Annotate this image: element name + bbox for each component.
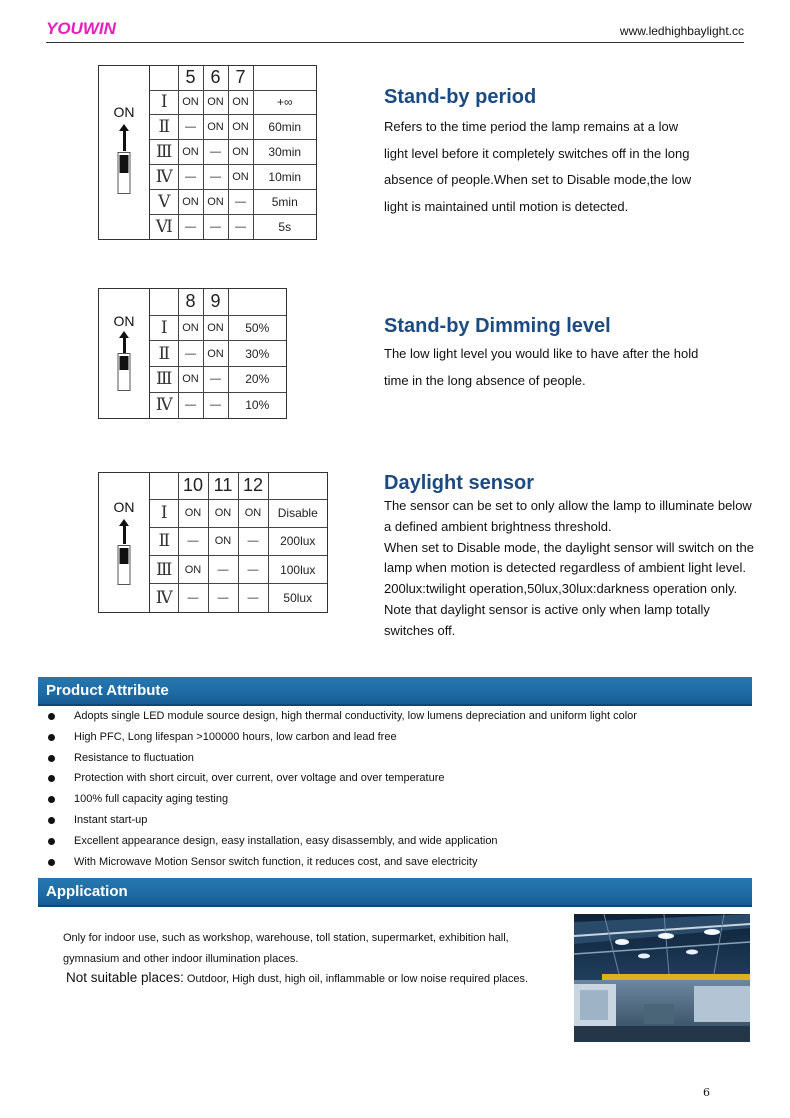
brand-logo-text: YOUWIN bbox=[46, 19, 116, 38]
bullet-icon bbox=[48, 859, 55, 866]
dip-cell: — bbox=[178, 165, 203, 190]
dip-cell: ON bbox=[203, 341, 228, 367]
dip-row bbox=[150, 584, 327, 612]
dip-cell: — bbox=[178, 392, 203, 418]
dip-table-daylight-sensor bbox=[98, 472, 328, 613]
dip-cell: 10% bbox=[228, 392, 286, 418]
section-body-standby-period bbox=[384, 114, 764, 220]
dip-cell: — bbox=[238, 584, 268, 612]
dip-cell: — bbox=[203, 140, 228, 165]
dip-row bbox=[150, 527, 327, 555]
slider-switch-icon bbox=[118, 545, 131, 585]
dip-row bbox=[150, 341, 286, 367]
application-description bbox=[63, 928, 509, 970]
list-item bbox=[46, 748, 637, 769]
dip-mode-numeral: Ⅱ bbox=[150, 527, 178, 555]
dip-cell: — bbox=[203, 165, 228, 190]
not-suitable-places bbox=[66, 970, 528, 985]
dip-mode-numeral: Ⅲ bbox=[150, 556, 178, 584]
section-title-standby-period: Stand-by period bbox=[384, 86, 537, 108]
dip-cell: — bbox=[228, 189, 253, 214]
list-item-text: 100% full capacity aging testing bbox=[74, 793, 229, 806]
dip-cell: 10min bbox=[253, 165, 316, 190]
dip-cell: ON bbox=[228, 115, 253, 140]
dip-cell: — bbox=[178, 341, 203, 367]
banner-title: Application bbox=[46, 883, 128, 900]
website-url: www.ledhighbaylight.cc bbox=[619, 24, 744, 38]
dip-cell: 50lux bbox=[268, 584, 327, 612]
dip-cell: ON bbox=[228, 140, 253, 165]
dip-mode-numeral: Ⅳ bbox=[150, 584, 178, 612]
dip-switch-number bbox=[253, 66, 316, 90]
list-item-text: Instant start-up bbox=[74, 813, 148, 826]
dip-cell: — bbox=[178, 527, 208, 555]
dip-row bbox=[150, 392, 286, 418]
dip-cell: — bbox=[208, 556, 238, 584]
text-line: lamp when motion is detected regardless of ambient light level. bbox=[384, 560, 747, 576]
dip-cell: — bbox=[178, 214, 203, 239]
slider-switch-icon bbox=[118, 152, 131, 194]
dip-mode-numeral: Ⅴ bbox=[150, 189, 178, 214]
bullet-icon bbox=[48, 817, 55, 824]
text-line: Note that daylight sensor is active only when lamp totally bbox=[384, 601, 710, 617]
text-line: Refers to the time period the lamp remains at a low bbox=[384, 119, 679, 134]
list-item bbox=[46, 810, 637, 831]
on-label: ON bbox=[113, 313, 135, 329]
dip-corner-cell bbox=[150, 473, 178, 499]
up-arrow-icon bbox=[119, 124, 129, 151]
dip-switch-number: 11 bbox=[208, 473, 238, 499]
dip-corner-cell bbox=[150, 66, 178, 90]
dip-cell: ON bbox=[208, 527, 238, 555]
dip-switch-diagram bbox=[99, 289, 150, 418]
list-item bbox=[46, 727, 637, 748]
dip-cell: ON bbox=[203, 189, 228, 214]
dip-mode-numeral: Ⅱ bbox=[150, 341, 178, 367]
page-number: 6 bbox=[703, 1086, 710, 1099]
dip-cell: ON bbox=[178, 315, 203, 341]
dip-cell: — bbox=[238, 527, 268, 555]
dip-row bbox=[150, 165, 316, 190]
up-arrow-icon bbox=[119, 331, 129, 354]
dip-row bbox=[150, 556, 327, 584]
bullet-icon bbox=[48, 734, 55, 741]
dip-mode-numeral: Ⅰ bbox=[150, 90, 178, 115]
dip-row bbox=[150, 499, 327, 527]
dip-cell: ON bbox=[228, 90, 253, 115]
dip-row bbox=[150, 115, 316, 140]
dip-switch-diagram bbox=[99, 473, 150, 612]
bullet-icon bbox=[48, 838, 55, 845]
text-line: The sensor can be set to only allow the lamp to illuminate below bbox=[384, 498, 752, 513]
list-item bbox=[46, 706, 637, 727]
dip-mode-numeral: Ⅰ bbox=[150, 499, 178, 527]
dip-cell: ON bbox=[178, 499, 208, 527]
dip-switch-number: 12 bbox=[238, 473, 268, 499]
dip-cell: ON bbox=[178, 189, 203, 214]
dip-cell: 30min bbox=[253, 140, 316, 165]
dip-cell: — bbox=[203, 214, 228, 239]
bullet-icon bbox=[48, 755, 55, 762]
dip-mode-numeral: Ⅲ bbox=[150, 140, 178, 165]
dip-cell: — bbox=[238, 556, 268, 584]
dip-cell: 5s bbox=[253, 214, 316, 239]
dip-mode-numeral: Ⅲ bbox=[150, 367, 178, 393]
dip-cell: 5min bbox=[253, 189, 316, 214]
dip-table-standby-dimming bbox=[98, 288, 287, 419]
on-label: ON bbox=[113, 499, 135, 515]
dip-cell: +∞ bbox=[253, 90, 316, 115]
dip-switch-number: 9 bbox=[203, 289, 228, 315]
text-line: gymnasium and other indoor illumination places. bbox=[63, 953, 299, 965]
dip-switch-number bbox=[228, 289, 286, 315]
text-line: time in the long absence of people. bbox=[384, 372, 586, 388]
dip-cell: ON bbox=[178, 90, 203, 115]
dip-cell: 30% bbox=[228, 341, 286, 367]
dip-cell: ON bbox=[178, 556, 208, 584]
bullet-icon bbox=[48, 796, 55, 803]
section-title-daylight-sensor: Daylight sensor bbox=[384, 472, 535, 494]
text-line: light level before it completely switches off in the long bbox=[384, 145, 690, 161]
bullet-icon bbox=[48, 775, 55, 782]
dip-cell: Disable bbox=[268, 499, 327, 527]
dip-cell: 50% bbox=[228, 315, 286, 341]
text-line: When set to Disable mode, the daylight sensor will switch on the bbox=[384, 539, 754, 555]
dip-cell: 200lux bbox=[268, 527, 327, 555]
dip-switch-diagram bbox=[99, 66, 150, 239]
list-item-text: Excellent appearance design, easy installation, easy disassembly, and wide application bbox=[74, 834, 498, 847]
list-item bbox=[46, 852, 637, 873]
product-attribute-banner bbox=[38, 677, 752, 706]
dip-cell: ON bbox=[203, 90, 228, 115]
dip-row bbox=[150, 140, 316, 165]
dip-row bbox=[150, 315, 286, 341]
text-line: 200lux:twilight operation,50lux,30lux:darkness operation only. bbox=[384, 581, 738, 597]
dip-settings-table bbox=[150, 473, 327, 612]
dip-switch-number: 8 bbox=[178, 289, 203, 315]
list-item-text: Resistance to fluctuation bbox=[74, 751, 194, 764]
dip-row bbox=[150, 189, 316, 214]
section-body-standby-dimming bbox=[384, 341, 764, 394]
dip-cell: 60min bbox=[253, 115, 316, 140]
banner-title: Product Attribute bbox=[46, 682, 169, 699]
up-arrow-icon bbox=[119, 519, 129, 544]
list-item-text: Protection with short circuit, over current, over voltage and over temperature bbox=[74, 772, 445, 785]
dip-switch-number bbox=[268, 473, 327, 499]
dip-header-row bbox=[150, 473, 327, 499]
application-banner bbox=[38, 878, 752, 907]
dip-corner-cell bbox=[150, 289, 178, 315]
list-item bbox=[46, 768, 637, 789]
dip-cell: ON bbox=[203, 115, 228, 140]
text-line: Only for indoor use, such as workshop, warehouse, toll station, supermarket, exhibition hall, bbox=[63, 932, 509, 944]
text-line: switches off. bbox=[384, 622, 456, 638]
dip-mode-numeral: Ⅰ bbox=[150, 315, 178, 341]
list-item bbox=[46, 789, 637, 810]
dip-header-row bbox=[150, 289, 286, 315]
dip-cell: ON bbox=[203, 315, 228, 341]
dip-cell: — bbox=[203, 367, 228, 393]
dip-switch-number: 10 bbox=[178, 473, 208, 499]
text-line: a defined ambient brightness threshold. bbox=[384, 518, 612, 534]
dip-cell: — bbox=[228, 214, 253, 239]
dip-switch-number: 5 bbox=[178, 66, 203, 90]
slider-switch-icon bbox=[118, 353, 131, 391]
dip-cell: ON bbox=[178, 367, 203, 393]
text-line: absence of people.When set to Disable mode,the low bbox=[384, 172, 692, 187]
section-body-daylight-sensor bbox=[384, 496, 764, 642]
dip-cell: ON bbox=[178, 140, 203, 165]
text-line: The low light level you would like to have after the hold bbox=[384, 346, 699, 361]
dip-cell: — bbox=[178, 584, 208, 612]
dip-cell: — bbox=[178, 115, 203, 140]
text-line: light is maintained until motion is detected. bbox=[384, 198, 629, 214]
dip-cell: ON bbox=[238, 499, 268, 527]
list-item-text: Adopts single LED module source design, high thermal conductivity, low lumens depreciation and uniform light color bbox=[74, 710, 637, 722]
dip-mode-numeral: Ⅵ bbox=[150, 214, 178, 239]
header-divider bbox=[46, 42, 744, 43]
dip-table-standby-period bbox=[98, 65, 317, 240]
dip-header-row bbox=[150, 66, 316, 90]
dip-settings-table bbox=[150, 66, 316, 239]
warehouse-photo bbox=[574, 914, 750, 1042]
not-suitable-label: Not suitable places: bbox=[66, 970, 184, 985]
dip-cell: 100lux bbox=[268, 556, 327, 584]
dip-cell: ON bbox=[228, 165, 253, 190]
dip-switch-number: 6 bbox=[203, 66, 228, 90]
dip-row bbox=[150, 90, 316, 115]
product-attribute-list bbox=[46, 706, 637, 872]
dip-mode-numeral: Ⅱ bbox=[150, 115, 178, 140]
dip-cell: ON bbox=[208, 499, 238, 527]
bullet-icon bbox=[48, 713, 55, 720]
not-suitable-text: Outdoor, High dust, high oil, inflammable or low noise required places. bbox=[183, 973, 529, 985]
dip-mode-numeral: Ⅳ bbox=[150, 392, 178, 418]
section-title-standby-dimming: Stand-by Dimming level bbox=[384, 315, 611, 337]
list-item-text: With Microwave Motion Sensor switch function, it reduces cost, and save electricity bbox=[74, 855, 478, 868]
dip-cell: 20% bbox=[228, 367, 286, 393]
dip-cell: — bbox=[208, 584, 238, 612]
list-item-text: High PFC, Long lifespan >100000 hours, low carbon and lead free bbox=[74, 730, 397, 743]
list-item bbox=[46, 831, 637, 852]
on-label: ON bbox=[113, 104, 135, 120]
dip-cell: — bbox=[203, 392, 228, 418]
dip-settings-table bbox=[150, 289, 286, 418]
dip-mode-numeral: Ⅳ bbox=[150, 165, 178, 190]
dip-switch-number: 7 bbox=[228, 66, 253, 90]
dip-row bbox=[150, 367, 286, 393]
dip-row bbox=[150, 214, 316, 239]
